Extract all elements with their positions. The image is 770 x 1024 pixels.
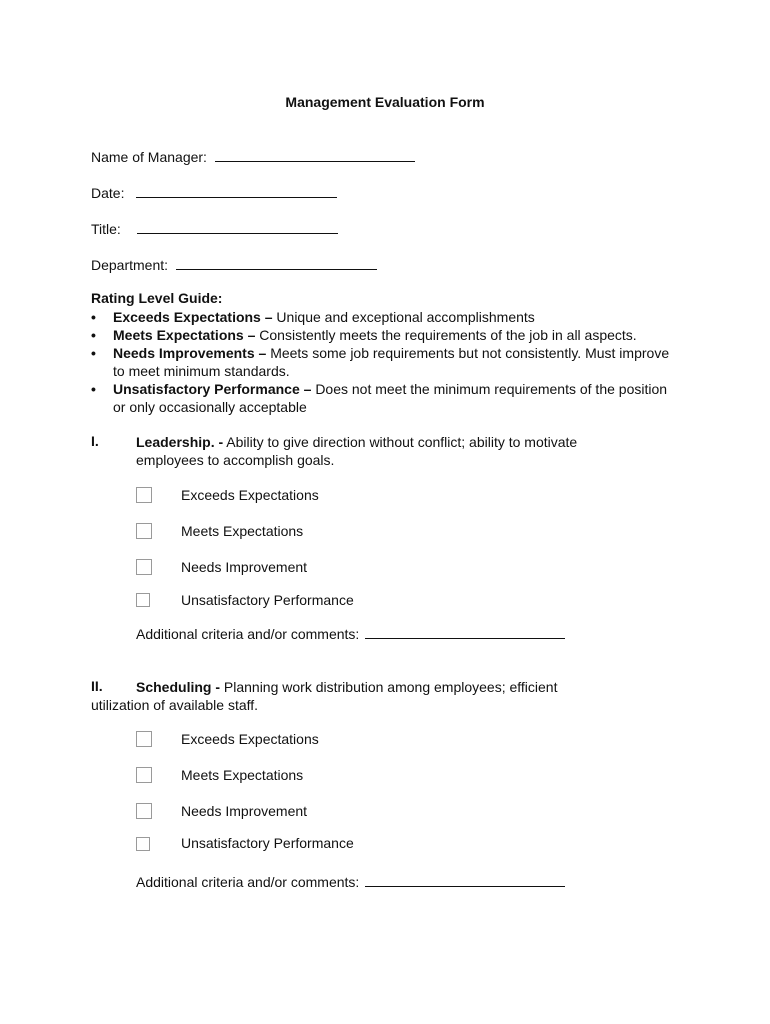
option-label: Unsatisfactory Performance <box>181 592 354 608</box>
title-field <box>91 219 338 237</box>
option-label: Meets Expectations <box>181 523 304 539</box>
section-numeral: II. <box>91 678 103 694</box>
bullet-icon: • <box>91 327 96 343</box>
section-heading <box>136 678 696 696</box>
option-label: Needs Improvement <box>181 559 308 575</box>
checkbox[interactable] <box>136 487 152 503</box>
manager-field <box>91 147 415 165</box>
guide-desc: Meets some job requirements but not consistently. Must improve to meet minimum standards. <box>113 345 670 379</box>
date-field <box>91 183 337 201</box>
guide-term: Needs Improvements – <box>113 345 267 361</box>
option-label: Meets Expectations <box>181 767 304 783</box>
guide-term: Unsatisfactory Performance – <box>113 381 312 397</box>
comments-input-line[interactable] <box>365 872 565 887</box>
section-numeral: I. <box>91 433 99 449</box>
checkbox[interactable] <box>136 837 150 851</box>
comments-field <box>136 624 565 642</box>
date-label: Date: <box>91 185 125 201</box>
guide-term: Exceeds Expectations – <box>113 309 273 325</box>
guide-desc: Does not meet the minimum requirements of the position or only occasionally acceptable <box>113 381 668 415</box>
section-heading <box>136 433 636 469</box>
guide-desc: Consistently meets the requirements of the job in all aspects. <box>259 327 637 343</box>
bullet-icon: • <box>91 345 96 361</box>
department-label: Department: <box>91 257 169 273</box>
rating-guide-item <box>91 380 673 416</box>
rating-guide-item <box>91 344 673 380</box>
section-desc: Planning work distribution among employees; efficient <box>223 679 558 695</box>
option-label: Exceeds Expectations <box>181 487 319 503</box>
comments-input-line[interactable] <box>365 624 565 639</box>
comments-field <box>136 872 565 890</box>
section-desc-continued: utilization of available staff. <box>91 697 259 713</box>
checkbox[interactable] <box>136 803 152 819</box>
guide-term: Meets Expectations – <box>113 327 256 343</box>
rating-guide-list <box>91 308 691 416</box>
checkbox[interactable] <box>136 593 150 607</box>
rating-guide-heading: Rating Level Guide: <box>91 290 223 306</box>
section-name: Scheduling - <box>136 679 220 695</box>
checkbox[interactable] <box>136 523 152 539</box>
option-label: Unsatisfactory Performance <box>181 835 354 851</box>
checkbox[interactable] <box>136 767 152 783</box>
department-field <box>91 255 377 273</box>
manager-input-line[interactable] <box>215 147 415 162</box>
title-label: Title: <box>91 221 121 237</box>
checkbox[interactable] <box>136 559 152 575</box>
department-input-line[interactable] <box>176 255 377 270</box>
section-desc: Ability to give direction without conflict; ability to motivate employees to accomplish goals. <box>136 434 578 468</box>
date-input-line[interactable] <box>136 183 337 198</box>
rating-guide-item <box>91 326 691 344</box>
option-label: Exceeds Expectations <box>181 731 319 747</box>
bullet-icon: • <box>91 309 96 325</box>
guide-desc: Unique and exceptional accomplishments <box>276 309 535 325</box>
bullet-icon: • <box>91 381 96 397</box>
section-name: Leadership. - <box>136 434 224 450</box>
title-input-line[interactable] <box>137 219 338 234</box>
checkbox[interactable] <box>136 731 152 747</box>
comments-label: Additional criteria and/or comments: <box>136 626 360 642</box>
option-label: Needs Improvement <box>181 803 308 819</box>
manager-label: Name of Manager: <box>91 149 207 165</box>
rating-guide-item <box>91 308 691 326</box>
comments-label: Additional criteria and/or comments: <box>136 874 360 890</box>
page-title: Management Evaluation Form <box>285 94 485 110</box>
